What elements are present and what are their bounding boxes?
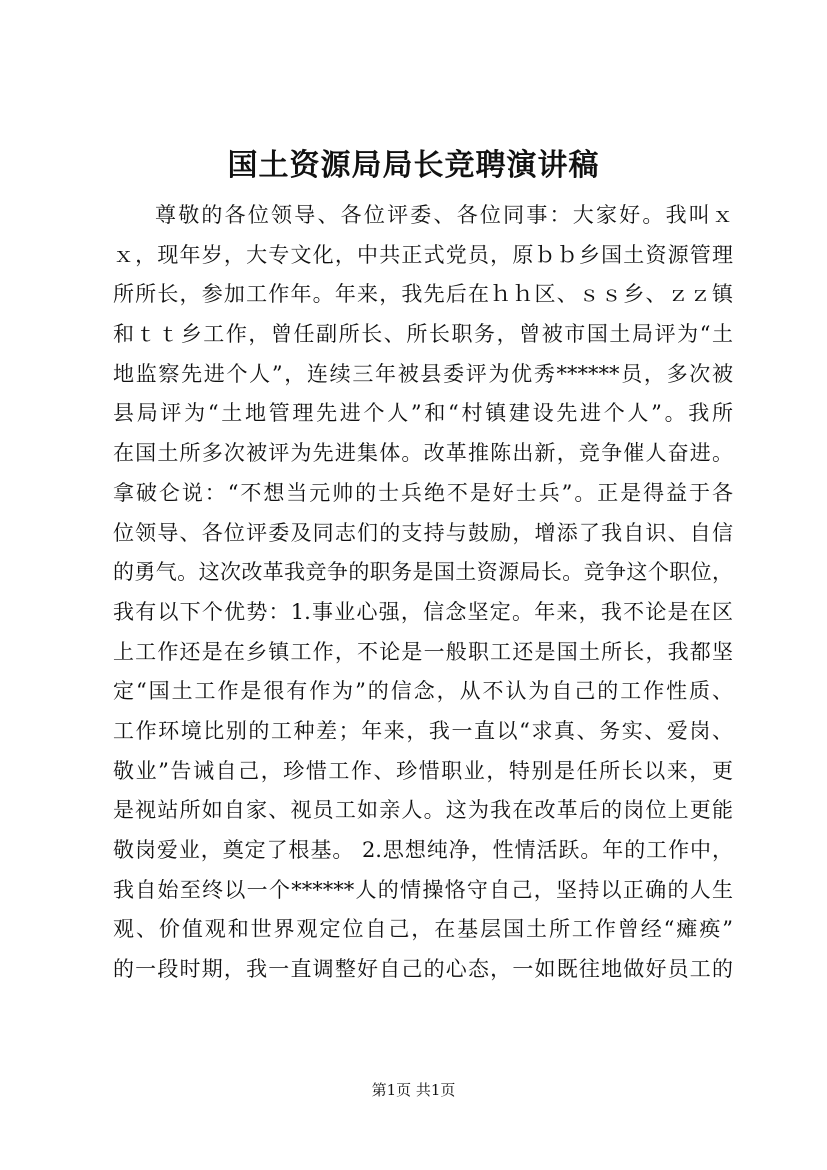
- body-line: 我自始至终以一个******人的情操恪守自己，坚持以正确的人生: [113, 877, 733, 902]
- body-line: ｘ，现年岁，大专文化，中共正式党员，原ｂｂ乡国土资源管理: [113, 242, 733, 267]
- body-line: 工作环境比别的工种差；年来，我一直以“求真、务实、爱岗、: [113, 718, 733, 743]
- body-line: 所所长，参加工作年。年来，我先后在ｈｈ区、ｓｓ乡、ｚｚ镇: [113, 282, 733, 307]
- body-line: 和ｔｔ乡工作，曾任副所长、所长职务，曾被市国土局评为“土: [113, 322, 733, 347]
- body-line: 敬岗爱业，奠定了根基。 2.思想纯净，性情活跃。年的工作中，: [113, 838, 733, 862]
- body-line: 定“国土工作是很有作为”的信念，从不认为自己的工作性质、: [113, 679, 733, 704]
- document-body: [113, 196, 733, 990]
- body-line: 尊敬的各位领导、各位评委、各位同事：大家好。我叫ｘ: [155, 203, 733, 227]
- body-line: 县局评为“土地管理先进个人”和“村镇建设先进个人”。我所: [113, 401, 733, 426]
- body-line: 上工作还是在乡镇工作，不论是一般职工还是国土所长，我都坚: [113, 639, 733, 664]
- body-line: 我有以下个优势：1.事业心强，信念坚定。年来，我不论是在区: [113, 599, 733, 624]
- body-line: 的一段时期，我一直调整好自己的心态，一如既往地做好员工的: [113, 957, 733, 982]
- body-line: 地监察先进个人”，连续三年被县委评为优秀******员，多次被: [113, 361, 733, 386]
- body-line: 拿破仑说：“不想当元帅的士兵绝不是好士兵”。正是得益于各: [113, 480, 733, 505]
- body-line: 在国土所多次被评为先进集体。改革推陈出新，竞争催人奋进。: [113, 441, 733, 466]
- page-footer: 第1页 共1页: [371, 1081, 456, 1099]
- body-line: 的勇气。这次改革我竞争的职务是国土资源局长。竞争这个职位，: [113, 560, 733, 585]
- body-line: 敬业”告诫自己，珍惜工作、珍惜职业，特别是任所长以来，更: [113, 758, 733, 783]
- document-title: 国土资源局局长竞聘演讲稿: [227, 148, 600, 183]
- body-line: 观、价值观和世界观定位自己，在基层国土所工作曾经“瘫痪”: [113, 917, 733, 942]
- body-line: 是视站所如自家、视员工如亲人。这为我在改革后的岗位上更能: [113, 798, 733, 823]
- body-line: 位领导、各位评委及同志们的支持与鼓励，增添了我自识、自信: [113, 520, 733, 545]
